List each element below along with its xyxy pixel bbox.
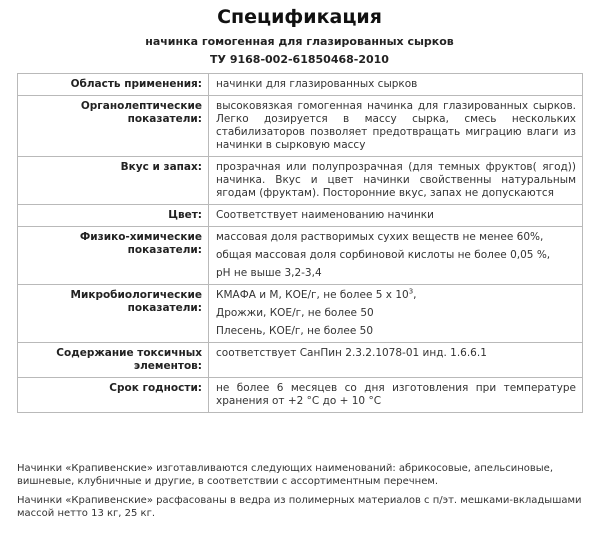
microbio-line: Плесень, КОЕ/г, не более 50 — [216, 325, 374, 337]
specification-table — [17, 73, 583, 413]
kmafa-exponent: 3 — [408, 287, 414, 296]
table-row — [18, 227, 583, 285]
kmafa-suffix: , — [413, 289, 417, 301]
row-key-toxic: Содержание токсичных элементов: — [18, 343, 209, 378]
row-value-toxic: соответствует СанПин 2.3.2.1078-01 инд. 1.6.6.1 — [209, 343, 583, 378]
table-row — [18, 285, 583, 343]
row-value-shelf-life: не более 6 месяцев со дня изготовления при температуре хранения от +2 °С до + 10 °С — [209, 378, 583, 413]
row-key-microbio: Микробиологические показатели: — [18, 285, 209, 343]
page-subtitle: начинка гомогенная для глазированных сырков — [145, 35, 454, 48]
page-title: Спецификация — [217, 6, 382, 28]
note-assortment: Начинки «Крапивенские» изготавливаются следующих наименований: абрикосовые, апельсиновые, вишневые, клубничные и другие, в соответствии с ассортиментным перечнем. — [17, 463, 554, 487]
row-value-taste-smell: прозрачная или полупрозрачная (для темных фруктов( ягод)) начинка. Вкус и цвет начинки свойственны натуральным ягодам (фруктам). Посторонние вкус, запах не допускаются — [209, 157, 583, 205]
table-row — [18, 205, 583, 227]
physchem-line: общая массовая доля сорбиновой кислоты не более 0,05 %, — [216, 249, 551, 261]
kmafa-text: КМАФА и М, КОЕ/г, не более 5 x 10 — [216, 289, 409, 301]
table-row — [18, 343, 583, 378]
row-value-application: начинки для глазированных сырков — [209, 74, 583, 96]
table-row — [18, 96, 583, 157]
physchem-line: массовая доля растворимых сухих веществ не менее 60%, — [216, 231, 544, 243]
row-key-taste-smell: Вкус и запах: — [18, 157, 209, 205]
row-key-shelf-life: Срок годности: — [18, 378, 209, 413]
row-key-application: Область применения: — [18, 74, 209, 96]
row-key-color: Цвет: — [18, 205, 209, 227]
row-value-color: Соответствует наименованию начинки — [209, 205, 583, 227]
microbio-line: Дрожжи, КОЕ/г, не более 50 — [216, 307, 374, 319]
row-key-organoleptic: Органолептические показатели: — [18, 96, 209, 157]
kmafa-line — [216, 289, 576, 302]
notes-block — [17, 462, 583, 526]
row-value-physchem — [209, 227, 583, 285]
note-packaging: Начинки «Крапивенские» расфасованы в ведра из полимерных материалов с п/эт. мешками-вкладышами массой нетто 13 кг, 25 кг. — [17, 495, 582, 519]
row-key-physchem: Физико-химические показатели: — [18, 227, 209, 285]
standard-code: ТУ 9168-002-61850468-2010 — [210, 53, 389, 66]
physchem-line: рН не выше 3,2-3,4 — [216, 267, 322, 279]
row-value-organoleptic: высоковязкая гомогенная начинка для глазированных сырков. Легко дозируется в массу сырка, смесь нескольких стабилизаторов позволяет предотвращать миграцию влаги из начинки в сырковую массу — [209, 96, 583, 157]
table-row — [18, 74, 583, 96]
table-row — [18, 378, 583, 413]
table-row — [18, 157, 583, 205]
row-value-microbio — [209, 285, 583, 343]
